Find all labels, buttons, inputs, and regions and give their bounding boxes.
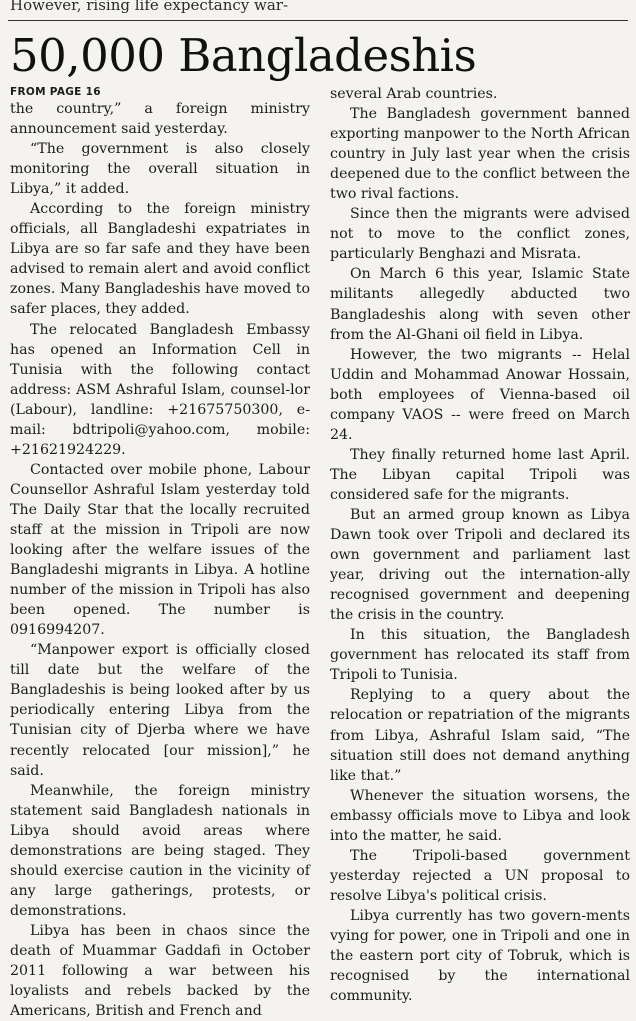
article-column-left xyxy=(10,84,310,1020)
paragraph: “Manpower export is officially closed till date but the welfare of the Bangladeshis is being looked after by us periodically entering Libya from the Tunisian city of Djerba where we have recently relocated [our mission],” he said. xyxy=(10,642,310,779)
paragraph: However, the two migrants -- Helal Uddin and Mohammad Anowar Hossain, both employees of Vienna-based oil company VAOS -- were freed on March 24. xyxy=(330,346,630,443)
divider-rule xyxy=(8,20,628,21)
paragraph: Replying to a query about the relocation or repatriation of the migrants from Libya, Ashraful Islam said, “The situation still does not demand anything like that.” xyxy=(330,687,630,784)
paragraph: Libya has been in chaos since the death of Muammar Gaddafi in October 2011 following a war between his loyalists and rebels backed by the Americans, British and French and xyxy=(10,922,310,1020)
article-column-right xyxy=(330,84,630,1007)
jump-line: FROM PAGE 16 xyxy=(10,86,101,98)
paragraph: Whenever the situation worsens, the embassy officials move to Libya and look into the matter, he said. xyxy=(330,787,630,844)
paragraph: several Arab countries. xyxy=(330,86,498,102)
previous-article-fragment: However, rising life expectancy war- xyxy=(10,0,289,14)
headline: 50,000 Bangladeshis xyxy=(10,29,477,82)
paragraph: But an armed group known as Libya Dawn took over Tripoli and declared its own government and parliament last year, driving out the internation-ally recognised government and deepening the crisis in the country. xyxy=(330,506,630,624)
paragraph: Since then the migrants were advised not to move to the conflict zones, particularly Benghazi and Misrata. xyxy=(330,206,630,263)
paragraph: “The government is also closely monitoring the overall situation in Libya,” it added. xyxy=(10,141,310,198)
paragraph: On March 6 this year, Islamic State militants allegedly abducted two Bangladeshis along with seven other from the Al-Ghani oil field in Libya. xyxy=(330,266,630,343)
paragraph: According to the foreign ministry officials, all Bangladeshi expatriates in Libya are so far safe and they have been advised to remain alert and avoid conflict zones. Many Bangladeshis have moved to safer places, they added. xyxy=(10,201,310,318)
paragraph: In this situation, the Bangladesh government has relocated its staff from Tripoli to Tunisia. xyxy=(330,627,630,684)
paragraph: the country,” a foreign ministry announcement said yesterday. xyxy=(10,101,310,138)
paragraph: The Tripoli-based government yesterday rejected a UN proposal to resolve Libya's political crisis. xyxy=(330,847,630,904)
paragraph: They finally returned home last April. The Libyan capital Tripoli was considered safe for the migrants. xyxy=(330,446,630,503)
paragraph: Contacted over mobile phone, Labour Counsellor Ashraful Islam yesterday told The Daily Star that the locally recruited staff at the mission in Tripoli are now looking after the welfare issues of the Bangladeshi migrants in Libya. A hotline number of the mission in Tripoli has also been opened. The number is 0916994207. xyxy=(10,461,310,639)
paragraph: Meanwhile, the foreign ministry statement said Bangladesh nationals in Libya should avoid areas where demonstrations are being staged. They should exercise caution in the vicinity of any large gatherings, protests, or demonstrations. xyxy=(10,782,310,919)
paragraph: Libya currently has two govern-ments vying for power, one in Tripoli and one in the eastern port city of Tobruk, which is recognised by the international community. xyxy=(330,907,630,1005)
paragraph: The Bangladesh government banned exporting manpower to the North African country in July last year when the crisis deepened due to the conflict between the two rival factions. xyxy=(330,106,630,203)
paragraph: The relocated Bangladesh Embassy has opened an Information Cell in Tunisia with the following contact address: ASM Ashraful Islam, counsel-lor (Labour), landline: +21675750300, e-mail: bdtripoli@yahoo.com, mobile: +21621924229. xyxy=(10,321,310,458)
